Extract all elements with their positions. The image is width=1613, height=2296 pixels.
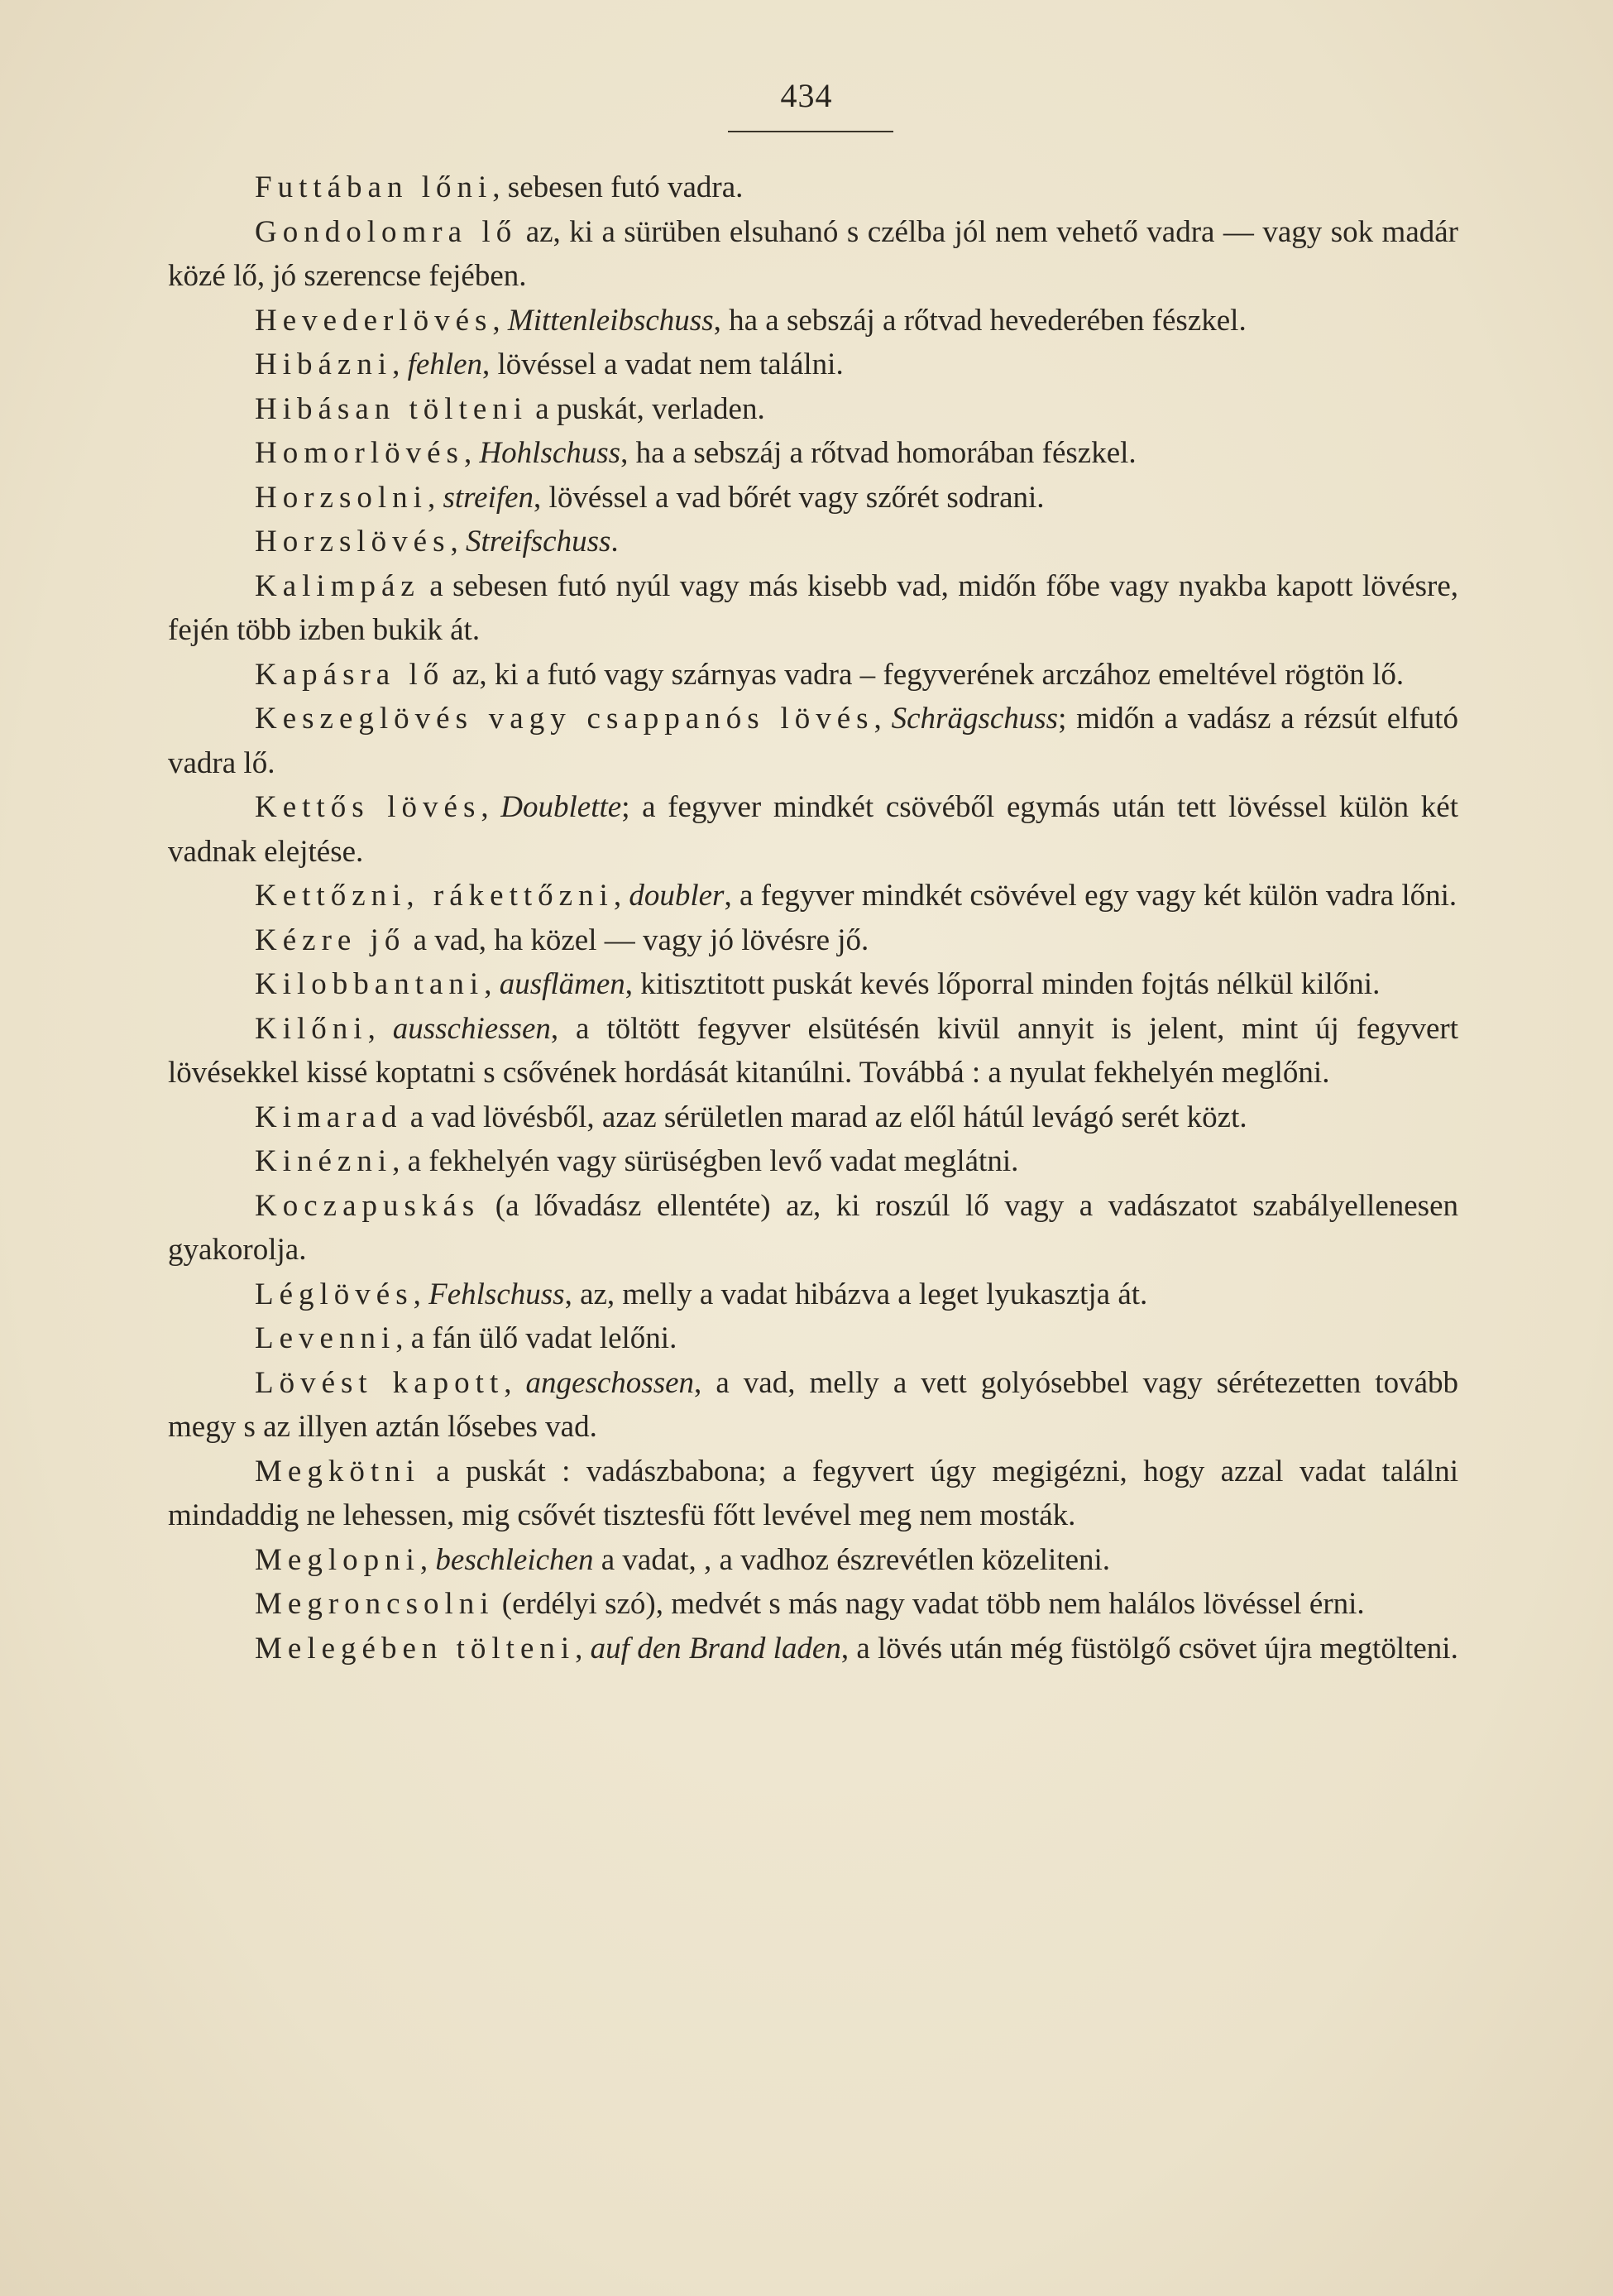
entry-headword: Horzsolni <box>255 480 428 515</box>
entry-definition: a vadat, , a vadhoz észrevétlen közeliteni. <box>593 1542 1111 1577</box>
entry-german-term: angeschossen <box>525 1365 695 1400</box>
entry-headword: Léglövés <box>255 1277 414 1311</box>
entry-headword: Kinézni <box>255 1144 393 1178</box>
entry-definition: a vad lövésből, azaz sérületlen marad az elől hátúl levágó serét közt. <box>402 1100 1247 1134</box>
glossary-entry: Kettős lövés, Doublette; a fegyver mindkét csövéből egymás után tett lövéssel külön két vadnak elejtése. <box>168 790 1459 869</box>
entry-german-term: doubler <box>629 879 725 913</box>
glossary-entry: Melegében tölteni, auf den Brand laden, a lövés után még füstölgő csövet újra megtölteni. <box>255 1631 1458 1666</box>
entry-definition: . <box>610 525 619 558</box>
entry-headword: Melegében tölteni <box>255 1631 576 1666</box>
entry-definition: az, ki a sürüben elsuhanó s czélba jól nem vehető vadra — vagy sok madár közé lő, jó szerencse fejében. <box>168 214 1458 293</box>
glossary-entries <box>168 165 1458 1670</box>
entry-definition: , kitisztitott puskát kevés lőporral minden fojtás nélkül kilőni. <box>625 967 1381 1001</box>
glossary-entry: Léglövés, Fehlschuss, az, melly a vadat hibázva a leget lyukasztja át. <box>255 1277 1148 1311</box>
entry-definition: a sebesen futó nyúl vagy más kisebb vad, midőn főbe vagy nyakba kapott lövésre, fején több izben bukik át. <box>168 568 1458 647</box>
entry-headword: Keszeglövés vagy csappanós lövés <box>255 702 874 736</box>
entry-headword: Kilobbantani <box>255 967 485 1001</box>
entry-german-term: Schrägschuss <box>891 702 1059 736</box>
glossary-entry: Horzslövés, Streifschuss. <box>255 525 619 558</box>
entry-german-term: fehlen <box>407 348 483 381</box>
entry-definition: az, ki a futó vagy szárnyas vadra – fegyverének arczához emeltével rögtön lő. <box>444 657 1405 692</box>
entry-headword: Homorlövés <box>255 436 464 470</box>
entry-definition: a vad, ha közel — vagy jó lövésre jő. <box>405 923 869 957</box>
entry-definition: , a vad, melly a vett golyósebbel vagy sérétezetten tovább megy s az illyen aztán lősebes vad. <box>168 1365 1458 1444</box>
entry-headword: Gondolomra lő <box>255 214 518 249</box>
glossary-entry <box>168 918 1458 963</box>
glossary-entry <box>168 210 1458 299</box>
entry-definition: , a fán ülő vadat lelőni. <box>395 1321 677 1355</box>
entry-headword: Kimarad <box>255 1100 403 1134</box>
glossary-entry <box>168 165 1458 210</box>
entry-definition: ; a fegyver mindkét csövéből egymás után tett lövéssel külön két vadnak elejtése. <box>168 790 1459 869</box>
entry-definition: , a lövés után még füstölgő csövet újra megtölteni. <box>840 1631 1458 1666</box>
entry-headword: Levenni <box>255 1321 396 1355</box>
entry-definition: , a töltött fegyver elsütésén kivül annyit is jelent, mint új fegyvert lövésekkel kissé koptatni s csővének hordását kitanúlni. Továbbá : a nyulat fekhelyén meglőni. <box>168 1011 1458 1090</box>
entry-german-term: Mittenleibschuss <box>507 303 714 338</box>
page-number: 434 <box>780 77 833 114</box>
entry-definition: , az, melly a vadat hibázva a leget lyukasztja át. <box>564 1277 1148 1311</box>
entry-headword: Lövést kapott <box>255 1365 505 1400</box>
glossary-entry: Kilobbantani, ausflämen, kitisztitott puskát kevés lőporral minden fojtás nélkül kilőni. <box>255 967 1381 1001</box>
entry-headword: Hibázni <box>255 348 393 381</box>
entry-german-term: Doublette <box>500 790 622 824</box>
glossary-entry <box>168 1095 1458 1140</box>
entry-headword: Horzslövés <box>255 525 451 558</box>
glossary-entry: Horzsolni, streifen, lövéssel a vad bőrét vagy szőrét sodrani. <box>255 480 1045 515</box>
entry-headword: Hevederlövés <box>255 303 493 338</box>
entry-definition: , lövéssel a vad bőrét vagy szőrét sodrani. <box>534 480 1045 515</box>
glossary-entry <box>168 1582 1458 1627</box>
entry-headword: Hibásan tölteni <box>255 391 529 426</box>
glossary-entry <box>168 564 1458 653</box>
entry-definition: ; midőn a vadász a rézsút elfutó vadra lő. <box>168 702 1459 780</box>
glossary-entry: Hibázni, fehlen, lövéssel a vadat nem találni. <box>255 348 844 381</box>
glossary-entry <box>168 1139 1458 1184</box>
glossary-entry: Kilőni, ausschiessen, a töltött fegyver elsütésén kivül annyit is jelent, mint új fegyvert lövésekkel kissé koptatni s csővének hordását kitanúlni. Továbbá : a nyulat fekhelyén meglőni. <box>168 1011 1458 1090</box>
entry-definition: a puskát, verladen. <box>528 391 765 426</box>
glossary-entry: Kettőzni, rákettőzni, doubler, a fegyver mindkét csövével egy vagy két külön vadra lőni. <box>255 879 1457 913</box>
glossary-entry: Meglopni, beschleichen a vadat, , a vadhoz észrevétlen közeliteni. <box>255 1542 1111 1577</box>
entry-german-term: Fehlschuss <box>428 1277 565 1311</box>
entry-headword: Futtában lőni <box>255 170 493 204</box>
entry-definition: (a lővadász ellentéte) az, ki roszúl lő vagy a vadászatot szabályellenesen gyakorolja. <box>168 1188 1458 1267</box>
entry-definition: , a fekhelyén vagy sürüségben levő vadat meglátni. <box>392 1144 1019 1178</box>
glossary-entry <box>168 653 1458 697</box>
entry-definition: , ha a sebszáj a rőtvad hevederében fészkel. <box>713 303 1247 338</box>
glossary-entry: Homorlövés, Hohlschuss, ha a sebszáj a rőtvad homorában fészkel. <box>255 436 1137 470</box>
entry-definition: , ha a sebszáj a rőtvad homorában fészkel. <box>620 436 1137 470</box>
entry-headword: Kettős lövés <box>255 790 481 824</box>
glossary-entry: Keszeglövés vagy csappanós lövés, Schrägschuss; midőn a vadász a rézsút elfutó vadra lő. <box>168 702 1459 780</box>
entry-headword: Kalimpáz <box>255 568 420 603</box>
entry-german-term: ausflämen <box>499 967 625 1001</box>
entry-german-term: Hohlschuss <box>479 436 621 470</box>
entry-german-term: streifen <box>443 480 534 515</box>
entry-headword: Meglopni <box>255 1542 420 1577</box>
entry-definition: a puskát : vadászbabona; a fegyvert úgy megigézni, hogy azzal vadat találni mindaddig ne lehessen, mig csővét tisztesfü főtt levével meg nem mosták. <box>168 1454 1458 1532</box>
entry-headword: Koczapuskás <box>255 1188 481 1223</box>
entry-german-term: auf den Brand laden <box>590 1631 841 1666</box>
entry-headword: Kapásra lő <box>255 657 445 692</box>
entry-definition: , a fegyver mindkét csövével egy vagy két külön vadra lőni. <box>724 879 1457 913</box>
entry-german-term: beschleichen <box>435 1542 594 1577</box>
glossary-entry: Lövést kapott, angeschossen, a vad, melly a vett golyósebbel vagy sérétezetten tovább megy s az illyen aztán lősebes vad. <box>168 1365 1458 1444</box>
glossary-entry <box>168 1184 1458 1273</box>
entry-headword: Megroncsolni <box>255 1587 495 1621</box>
glossary-entry <box>168 1316 1458 1361</box>
entry-german-term: ausschiessen <box>392 1011 551 1046</box>
entry-headword: Kézre jő <box>255 923 406 957</box>
glossary-entry <box>168 1450 1458 1538</box>
glossary-entry <box>168 387 1458 432</box>
entry-headword: Megkötni <box>255 1454 420 1488</box>
entry-definition: , sebesen futó vadra. <box>492 170 744 204</box>
glossary-entry: Hevederlövés, Mittenleibschuss, ha a sebszáj a rőtvad hevederében fészkel. <box>255 303 1247 338</box>
entry-headword: Kilőni <box>255 1011 368 1046</box>
entry-definition: , lövéssel a vadat nem találni. <box>482 348 844 381</box>
entry-german-term: Streifschuss <box>465 525 611 558</box>
entry-headword: Kettőzni, rákettőzni <box>255 879 614 913</box>
entry-definition: (erdélyi szó), medvét s más nagy vadat több nem halálos lövéssel érni. <box>494 1587 1365 1621</box>
page-number-rule <box>728 131 893 132</box>
